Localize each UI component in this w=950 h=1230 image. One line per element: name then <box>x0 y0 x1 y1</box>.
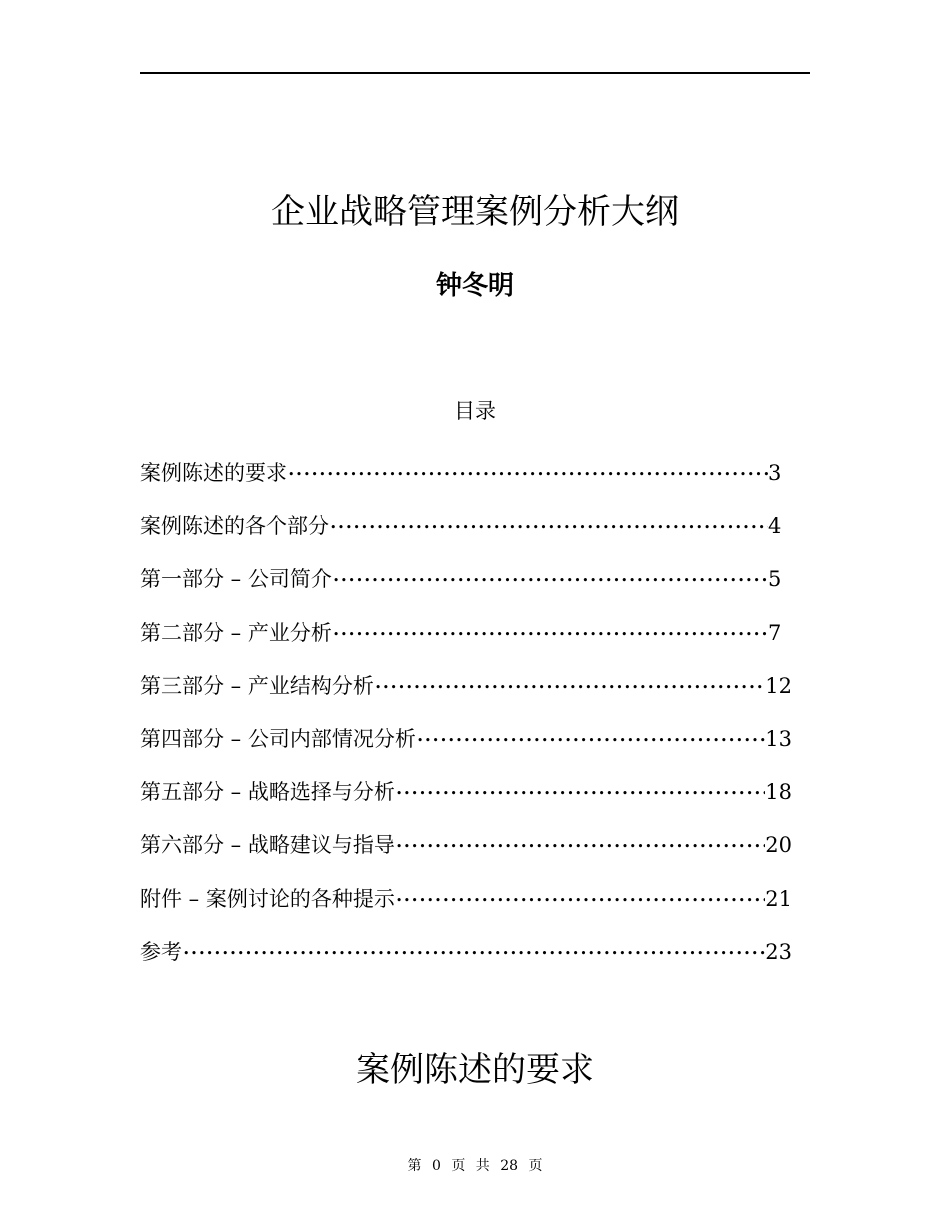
toc-entry-page: 20 <box>765 833 792 858</box>
toc-entry-page: 7 <box>768 620 782 645</box>
header-rule <box>140 72 810 74</box>
toc-entry-label: 第五部分 – 战略选择与分析 <box>140 780 395 805</box>
page-footer <box>0 1156 950 1176</box>
toc-heading: 目录 <box>454 399 496 423</box>
toc-entry-label: 附件 – 案例讨论的各种提示 <box>140 886 395 911</box>
footer-total-prefix: 共 <box>475 1158 490 1174</box>
toc-dot-leader <box>287 458 768 492</box>
footer-current-page: 0 <box>431 1158 441 1174</box>
toc-entry-page: 23 <box>765 939 792 964</box>
toc-dot-leader <box>416 724 765 758</box>
toc-dot-leader <box>332 564 768 598</box>
toc-dot-leader <box>329 511 768 545</box>
toc-entry-page: 3 <box>768 461 782 485</box>
toc-entry-page: 12 <box>765 673 792 698</box>
toc-entry-page: 18 <box>765 780 792 805</box>
toc-entry-label: 第三部分 – 产业结构分析 <box>140 673 374 698</box>
toc-dot-leader <box>332 618 768 652</box>
toc-dot-leader <box>395 777 765 811</box>
toc-entry[interactable] <box>140 618 792 671</box>
toc-dot-leader <box>374 671 765 705</box>
document-title: 企业战略管理案例分析大纲 <box>271 192 679 232</box>
toc-entry[interactable] <box>140 564 792 617</box>
section-heading: 案例陈述的要求 <box>356 1050 594 1090</box>
toc-entry[interactable] <box>140 724 792 777</box>
toc-entry-label: 第四部分 – 公司内部情况分析 <box>140 726 416 751</box>
toc-entry[interactable] <box>140 458 792 511</box>
toc-entry[interactable] <box>140 671 792 724</box>
document-author: 钟冬明 <box>435 271 514 301</box>
toc-dot-leader <box>182 937 765 971</box>
table-of-contents <box>140 458 792 990</box>
toc-entry-page: 4 <box>768 514 782 539</box>
footer-page-unit: 页 <box>451 1158 466 1174</box>
toc-entry-label: 案例陈述的要求 <box>140 461 287 485</box>
toc-entry[interactable] <box>140 830 792 883</box>
toc-entry-page: 5 <box>768 567 782 592</box>
footer-prefix: 第 <box>407 1158 422 1174</box>
toc-entry-label: 第二部分 – 产业分析 <box>140 620 332 645</box>
toc-entry[interactable] <box>140 777 792 830</box>
toc-entry-label: 参考 <box>140 939 182 964</box>
toc-entry[interactable] <box>140 511 792 564</box>
footer-total-pages: 28 <box>500 1158 519 1174</box>
toc-entry[interactable] <box>140 884 792 937</box>
toc-entry-page: 13 <box>765 726 792 751</box>
footer-total-unit: 页 <box>528 1158 543 1174</box>
toc-entry-page: 21 <box>765 886 792 911</box>
toc-dot-leader <box>395 830 765 864</box>
toc-entry-label: 第一部分 – 公司简介 <box>140 567 332 592</box>
toc-entry-label: 第六部分 – 战略建议与指导 <box>140 833 395 858</box>
toc-dot-leader <box>395 884 765 918</box>
toc-entry-label: 案例陈述的各个部分 <box>140 514 329 539</box>
toc-entry[interactable] <box>140 937 792 990</box>
